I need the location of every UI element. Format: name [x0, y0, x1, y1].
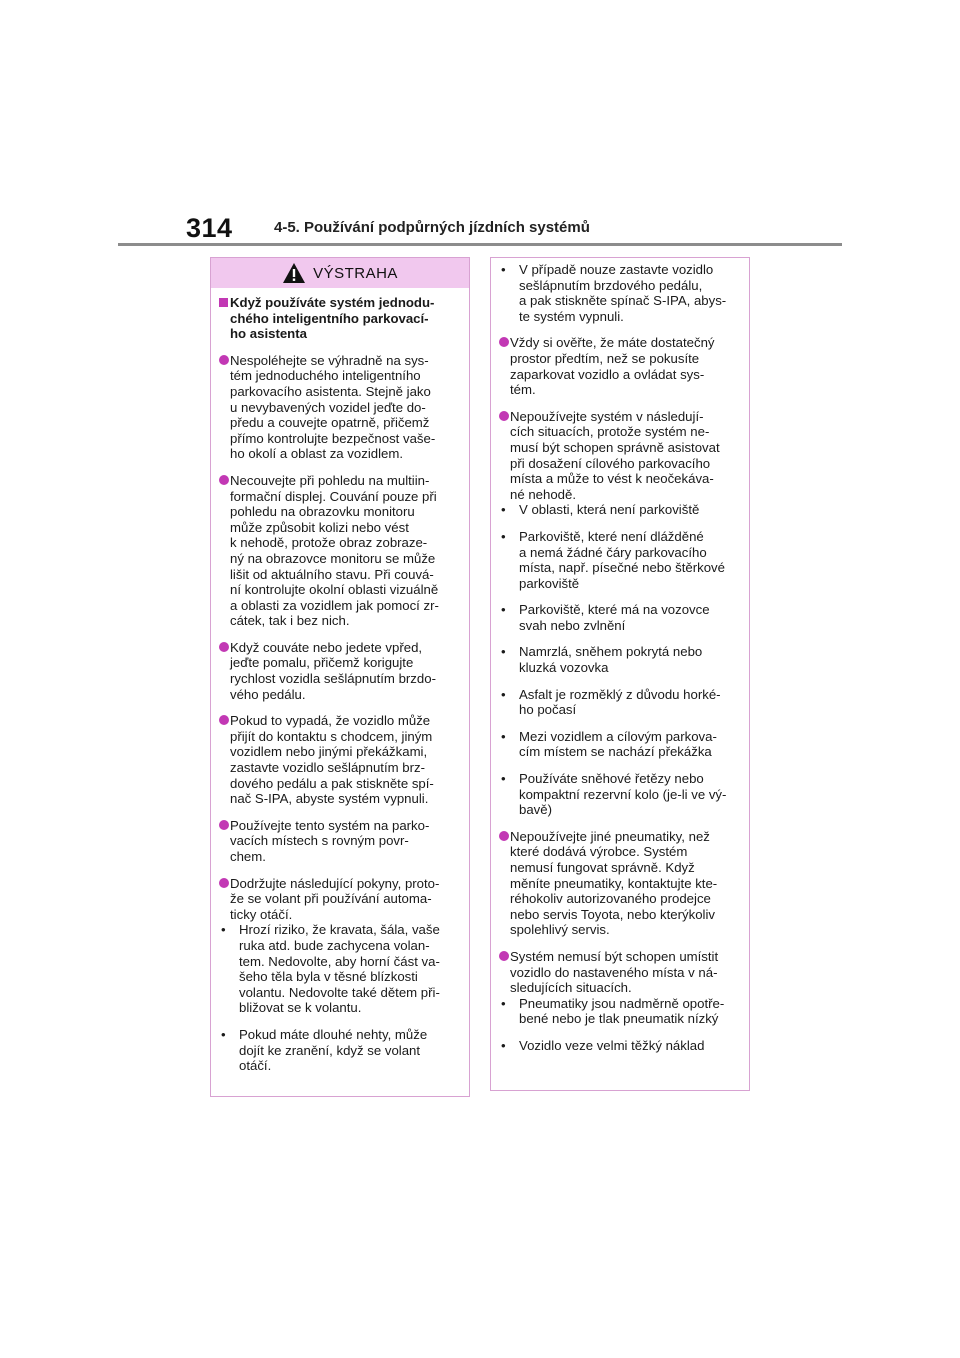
circle-bullet-icon — [219, 878, 229, 888]
warning-paragraph — [219, 713, 463, 807]
warning-paragraph — [219, 473, 463, 629]
dot-bullet-icon: • — [501, 602, 506, 618]
text-line: Když couváte nebo jedete vpřed, — [230, 639, 423, 655]
warning-paragraph — [499, 335, 743, 397]
circle-bullet-icon — [499, 831, 509, 841]
text-line: nač S-IPA, abyste systém vypnuli. — [230, 791, 429, 807]
bullet-item — [499, 771, 743, 818]
text-line: k nehodě, protože obraz zobraze- — [230, 535, 428, 551]
dot-bullet-icon: • — [501, 728, 506, 744]
text-line: místa a může to vést k neočekáva- — [510, 471, 714, 487]
text-line: rychlost vozidla sešlápnutím brzdo- — [230, 671, 436, 687]
text-line: ruka atd. bude zachycena volan- — [239, 937, 430, 953]
text-line: cím místem se nachází překážka — [519, 744, 712, 760]
text-line: Používáte sněhové řetězy nebo — [519, 771, 704, 787]
text-line: Nespoléhejte se výhradně na sys- — [230, 352, 429, 368]
text-line: Asfalt je rozměklý z důvodu horké- — [519, 686, 721, 702]
text-line: místa, např. písečné nebo štěrkové — [519, 560, 725, 576]
text-line: nebo servis Toyota, nebo kterýkoliv — [510, 906, 716, 922]
text-line: Vždy si ověřte, že máte dostatečný — [510, 335, 715, 351]
dot-bullet-icon: • — [501, 644, 506, 660]
text-line: že se volant při používání automa- — [230, 891, 432, 907]
text-line: né nehodě. — [510, 486, 577, 502]
dot-bullet-icon: • — [501, 995, 506, 1011]
text-line: Necouvejte při pohledu na multiin- — [230, 472, 430, 488]
section-heading — [219, 295, 463, 342]
text-line: u nevybavených vozidel jeďte do- — [230, 399, 426, 415]
text-line: ho okolí a oblast za vozidlem. — [230, 446, 403, 462]
bullet-item — [219, 922, 463, 1016]
circle-bullet-icon — [219, 715, 229, 725]
text-line: Nepoužívejte systém v následují- — [510, 408, 704, 424]
text-line: přijít do kontaktu s chodcem, jiným — [230, 728, 433, 744]
circle-bullet-icon — [219, 642, 229, 652]
warning-box-right — [490, 257, 750, 1091]
bullet-item — [499, 1038, 743, 1054]
bullet-item — [499, 687, 743, 718]
warning-paragraph — [219, 818, 463, 865]
bullet-item — [499, 729, 743, 760]
bullet-item — [499, 996, 743, 1027]
bullet-item — [499, 502, 743, 518]
text-line: a nemá žádné čáry parkovacího — [519, 544, 707, 560]
text-line: te systém vypnuli. — [519, 308, 624, 324]
text-line: Pokud to vypadá, že vozidlo může — [230, 713, 431, 729]
text-line: bené nebo je tlak pneumatik nízký — [519, 1011, 719, 1027]
square-bullet-icon — [219, 298, 228, 307]
dot-bullet-icon: • — [501, 686, 506, 702]
dot-bullet-icon: • — [501, 1037, 506, 1053]
dot-bullet-icon: • — [501, 262, 506, 277]
text-line: předu a couvejte opatrně, přičemž — [230, 415, 430, 431]
text-line: ní kontrolujte okolní oblasti vizuálně — [230, 582, 439, 598]
text-line: Používejte tento systém na parko- — [230, 817, 430, 833]
text-line: chem. — [230, 849, 266, 864]
text-line: ho počasí — [519, 702, 577, 718]
warning-title: VÝSTRAHA — [313, 264, 398, 282]
circle-bullet-icon — [219, 475, 229, 485]
text-line: bavě) — [519, 802, 552, 818]
warning-box-left — [210, 257, 470, 1097]
dot-bullet-icon: • — [501, 528, 506, 544]
text-line: vého pedálu. — [230, 686, 306, 702]
text-line: V oblasti, která není parkoviště — [519, 502, 700, 518]
text-line: Systém nemusí být schopen umístit — [510, 948, 719, 964]
text-line: Když používáte systém jednodu- — [230, 295, 435, 310]
text-line: formační displej. Couvání pouze při — [230, 488, 437, 504]
warning-triangle-icon — [282, 262, 306, 284]
text-line: Pneumatiky jsou nadměrně opotře- — [519, 995, 725, 1011]
text-line: parkoviště — [519, 575, 580, 591]
text-line: otáčí. — [239, 1058, 272, 1074]
text-line: vozidlo do nastaveného místa v ná- — [510, 964, 718, 980]
text-line: kompaktní rezervní kolo (je-li ve vý- — [519, 786, 727, 802]
text-line: ný na obrazovce monitoru se může — [230, 550, 436, 566]
text-line: zastavte vozidlo sešlápnutím brz- — [230, 760, 425, 776]
warning-paragraph — [499, 409, 743, 503]
text-line: které dodává výrobce. Systém — [510, 844, 688, 860]
text-line: ho asistenta — [230, 326, 307, 342]
text-line: Mezi vozidlem a cílovým parkova- — [519, 728, 717, 744]
text-line: nemusí fungovat správně. Když — [510, 860, 695, 875]
text-line: Namrzlá, sněhem pokrytá nebo — [519, 644, 703, 660]
text-line: parkovacího asistenta. Stejně jako — [230, 383, 431, 399]
text-line: měníte pneumatiky, kontaktujte kte- — [510, 875, 718, 891]
text-line: sešlápnutím brzdového pedálu, — [519, 277, 703, 293]
warning-paragraph — [499, 949, 743, 996]
dot-bullet-icon: • — [221, 1026, 226, 1042]
text-line: Pokud máte dlouhé nehty, může — [239, 1026, 428, 1042]
text-line: ticky otáčí. — [230, 906, 293, 922]
text-line: Dodržujte následující pokyny, proto- — [230, 875, 440, 891]
text-line: réhokoliv autorizovaného prodejce — [510, 891, 711, 907]
text-line: šeho těla byla v těsné blízkosti — [239, 969, 418, 985]
text-line: může způsobit kolizi nebo vést — [230, 519, 409, 535]
text-line: chého inteligentního parkovací- — [230, 310, 429, 326]
text-line: zaparkovat vozidlo a ovládat sys- — [510, 366, 705, 382]
text-line: Nepoužívejte jiné pneumatiky, než — [510, 828, 710, 844]
text-line: volantu. Nedovolte také dětem při- — [239, 984, 440, 1000]
text-line: spolehlivý servis. — [510, 922, 610, 938]
circle-bullet-icon — [219, 820, 229, 830]
section-title: 4-5. Používání podpůrných jízdních systémů — [274, 219, 590, 236]
bullet-item — [499, 644, 743, 675]
warning-content-right — [491, 258, 749, 1054]
text-line: kluzká vozovka — [519, 660, 609, 676]
text-line: tém. — [510, 382, 536, 398]
bullet-item — [219, 1027, 463, 1074]
text-line: bližovat se k volantu. — [239, 1000, 362, 1016]
text-line: vozidlem nebo jinými překážkami, — [230, 744, 428, 760]
circle-bullet-icon — [499, 411, 509, 421]
text-line: dojít ke zranění, když se volant — [239, 1042, 421, 1058]
warning-paragraph — [219, 876, 463, 923]
text-line: cích situacích, protože systém ne- — [510, 424, 710, 440]
text-line: vacích místech s rovným povr- — [230, 833, 409, 849]
text-line: lišit od aktuálního stavu. Při couvá- — [230, 566, 434, 582]
dot-bullet-icon: • — [221, 922, 226, 938]
dot-bullet-icon: • — [501, 502, 506, 518]
dot-bullet-icon: • — [501, 771, 506, 787]
warning-paragraph — [499, 829, 743, 938]
text-line: Parkoviště, které není dlážděné — [519, 528, 704, 544]
bullet-item — [499, 602, 743, 633]
text-line: prostor předtím, než se pokusíte — [510, 350, 700, 366]
text-line: a pak stiskněte spínač S-IPA, abys- — [519, 293, 727, 309]
bullet-item — [499, 262, 743, 324]
text-line: V případě nouze zastavte vozidlo — [519, 262, 714, 277]
text-line: při dosažení cílového parkovacího — [510, 455, 711, 471]
circle-bullet-icon — [219, 355, 229, 365]
page-number: 314 — [186, 213, 233, 243]
text-line: přímo kontrolujte bezpečnost vaše- — [230, 430, 436, 446]
warning-content-left — [211, 288, 469, 1074]
text-line: jeďte pomalu, přičemž korigujte — [230, 655, 414, 671]
text-line: svah nebo zvlnění — [519, 617, 626, 633]
text-line: a oblasti za vozidlem jak pomocí zr- — [230, 597, 439, 613]
text-line: cátek, tak i bez nich. — [230, 613, 350, 629]
bullet-item — [499, 529, 743, 591]
warning-paragraph — [219, 640, 463, 702]
circle-bullet-icon — [499, 951, 509, 961]
text-line: dového pedálu a pak stiskněte spí- — [230, 775, 434, 791]
header-rule — [118, 243, 842, 246]
warning-paragraph — [219, 353, 463, 462]
text-line: pohledu na obrazovku monitoru — [230, 504, 415, 520]
warning-header — [211, 258, 469, 288]
text-line: Hrozí riziko, že kravata, šála, vaše — [239, 922, 440, 938]
text-line: sledujících situacích. — [510, 980, 632, 996]
text-line: tem. Nedovolte, aby horní část va- — [239, 953, 440, 969]
text-line: musí být schopen správně asistovat — [510, 439, 720, 455]
circle-bullet-icon — [499, 337, 509, 347]
text-line: Vozidlo veze velmi těžký náklad — [519, 1037, 705, 1053]
text-line: tém jednoduchého inteligentního — [230, 368, 421, 384]
text-line: Parkoviště, které má na vozovce — [519, 602, 710, 618]
